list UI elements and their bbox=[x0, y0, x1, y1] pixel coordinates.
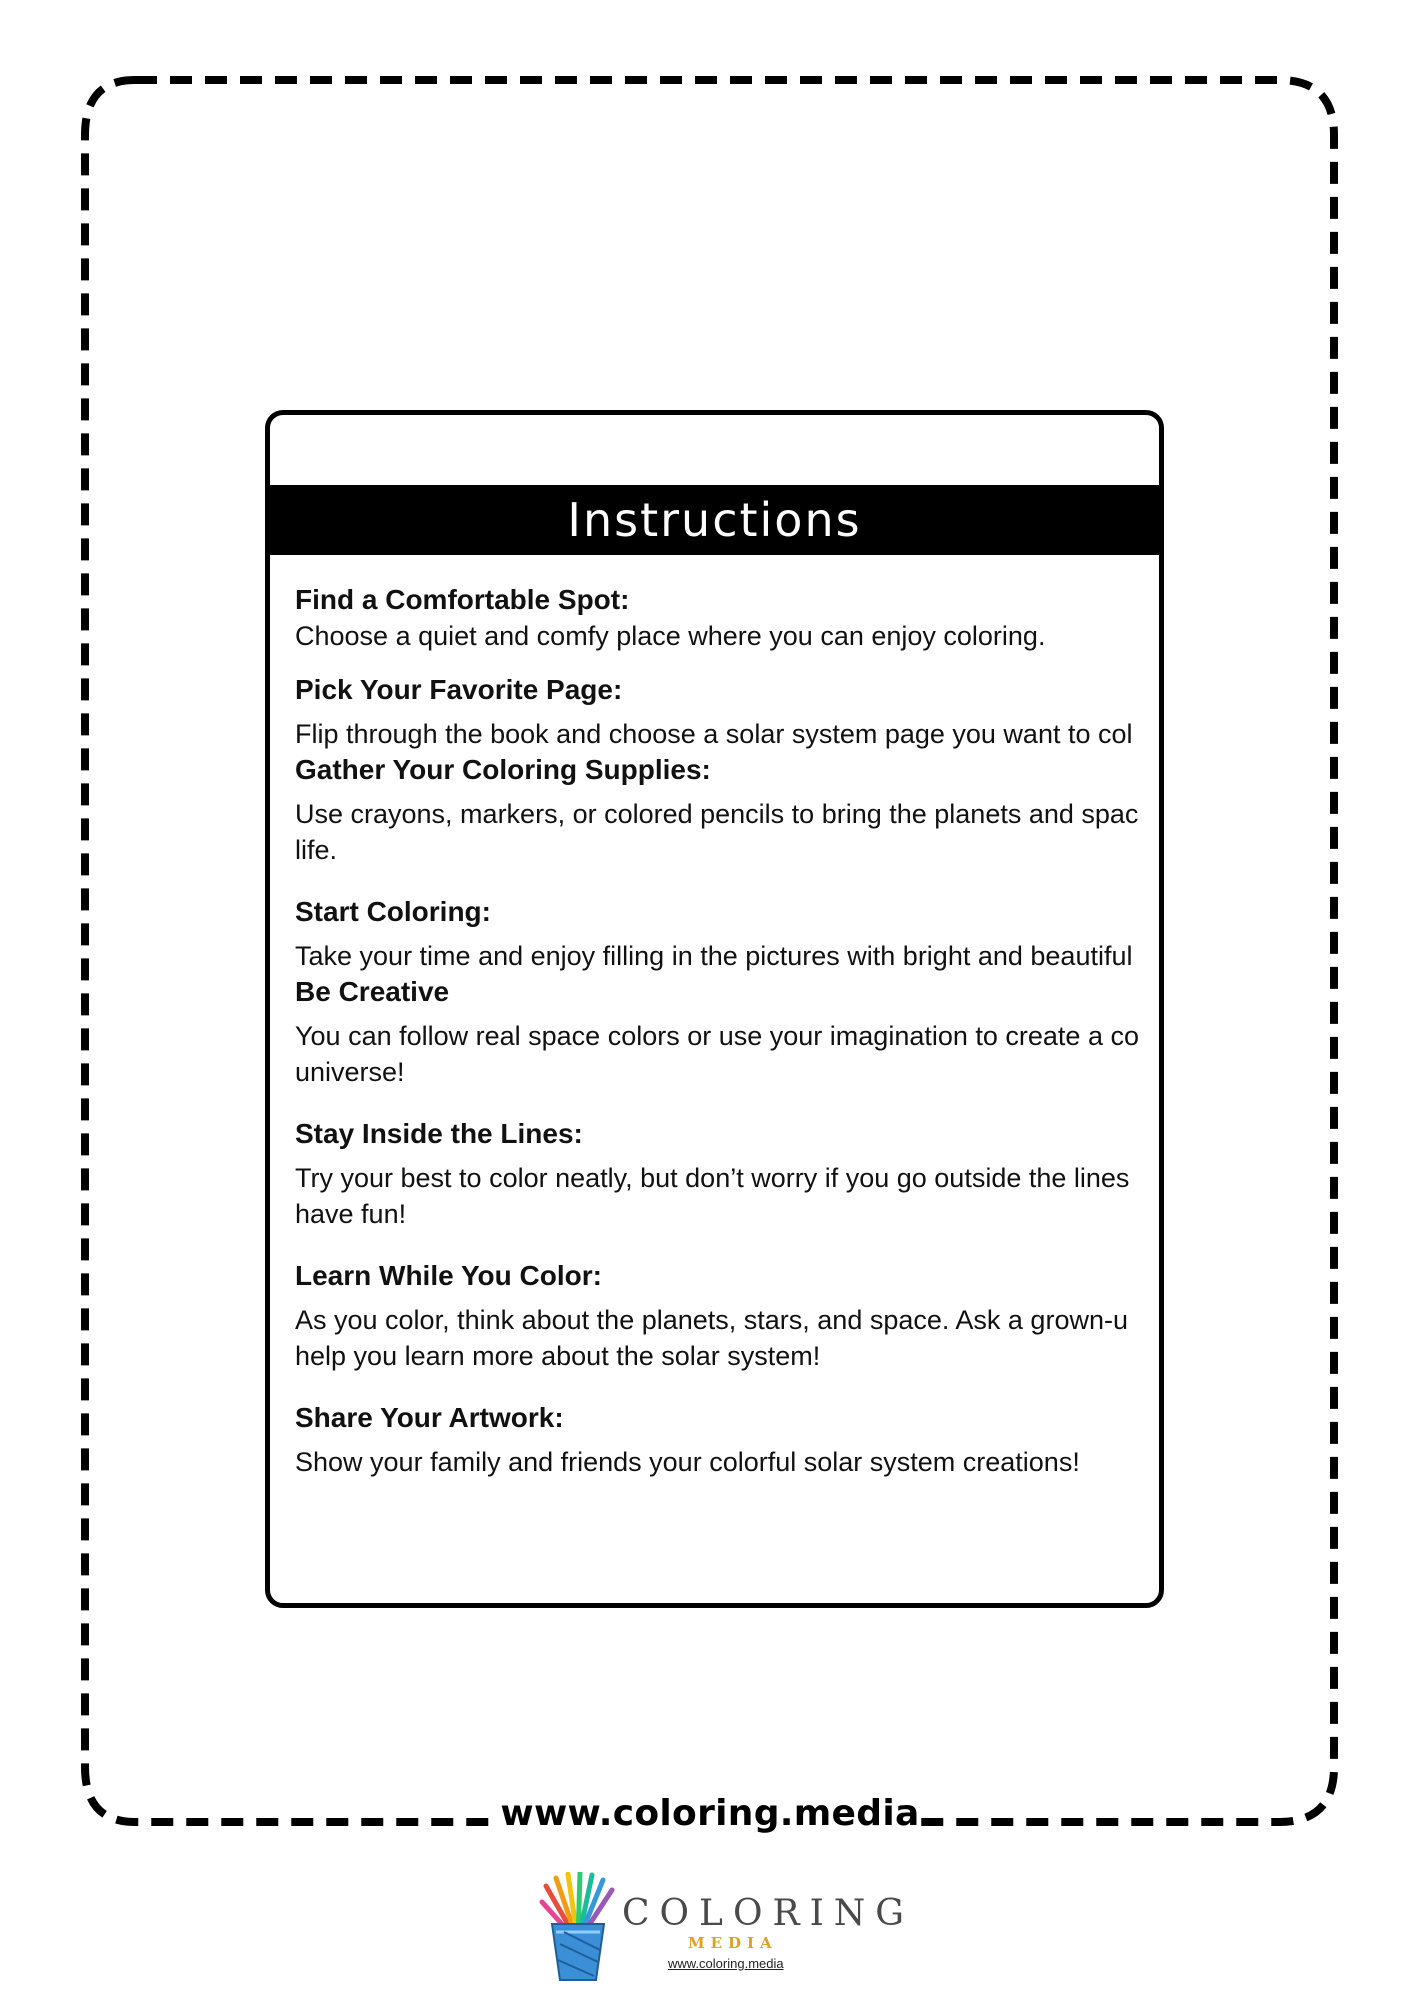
instructions-title: Instructions bbox=[270, 485, 1159, 555]
coloring-media-logo[interactable] bbox=[538, 1872, 915, 1982]
logo-name: COLORING bbox=[622, 1893, 915, 1934]
instruction-text: Take your time and enjoy filling in the pictures with bright and beautiful bbox=[295, 941, 1133, 971]
instruction-text: Try your best to color neatly, but don’t worry if you go outside the lines bbox=[295, 1163, 1130, 1193]
logo-subtitle: MEDIA bbox=[688, 1934, 778, 1952]
instruction-item bbox=[295, 1258, 1210, 1374]
instruction-text: Show your family and friends your colorful solar system creations! bbox=[295, 1447, 1080, 1477]
instruction-item bbox=[295, 894, 1210, 974]
instruction-heading: Share Your Artwork: bbox=[295, 1402, 564, 1433]
instruction-text: Use crayons, markers, or colored pencils to bring the planets and spac bbox=[295, 799, 1139, 829]
instruction-text: help you learn more about the solar system! bbox=[295, 1341, 821, 1371]
instruction-item bbox=[295, 752, 1210, 868]
instruction-item bbox=[295, 1400, 1210, 1480]
instruction-heading: Stay Inside the Lines: bbox=[295, 1118, 583, 1149]
instruction-text: life. bbox=[295, 835, 338, 865]
instruction-heading: Gather Your Coloring Supplies: bbox=[295, 754, 711, 785]
instruction-text: Choose a quiet and comfy place where you can enjoy coloring. bbox=[295, 621, 1046, 651]
instructions-content bbox=[295, 582, 1210, 1522]
instruction-text: universe! bbox=[295, 1057, 405, 1087]
pencil-cup-icon bbox=[538, 1872, 618, 1982]
instruction-heading: Be Creative bbox=[295, 976, 450, 1007]
instruction-text: have fun! bbox=[295, 1199, 407, 1229]
instruction-item bbox=[295, 672, 1210, 752]
instruction-item bbox=[295, 582, 1210, 654]
instruction-text: Flip through the book and choose a solar system page you want to col bbox=[295, 719, 1133, 749]
footer-site-url[interactable]: www.coloring.media bbox=[500, 1784, 920, 1844]
instruction-heading: Start Coloring: bbox=[295, 896, 491, 927]
instruction-item bbox=[295, 974, 1210, 1090]
instruction-item bbox=[295, 1116, 1210, 1232]
logo-url[interactable]: www.coloring.media bbox=[668, 1956, 784, 1971]
instruction-heading: Pick Your Favorite Page: bbox=[295, 674, 623, 705]
instruction-heading: Learn While You Color: bbox=[295, 1260, 602, 1291]
instruction-text: You can follow real space colors or use your imagination to create a co bbox=[295, 1021, 1139, 1051]
instruction-heading: Find a Comfortable Spot: bbox=[295, 584, 630, 615]
instruction-text: As you color, think about the planets, stars, and space. Ask a grown-u bbox=[295, 1305, 1128, 1335]
